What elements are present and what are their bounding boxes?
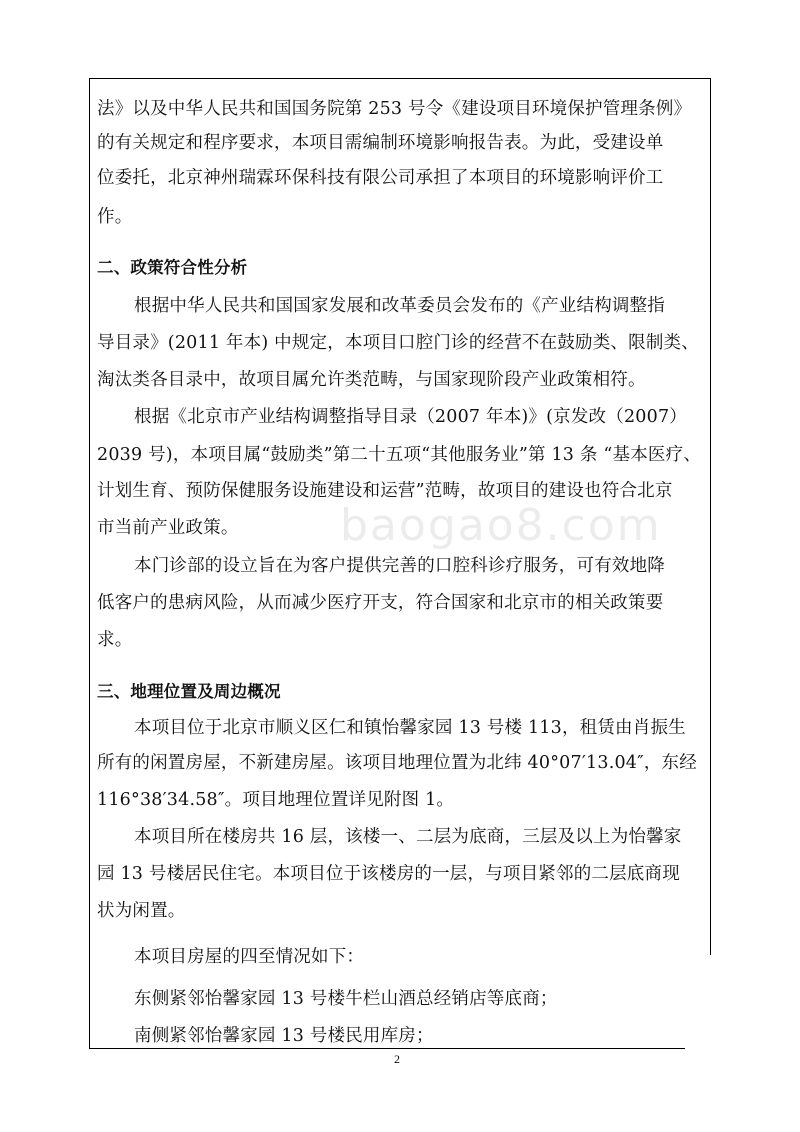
paragraph-line: 低客户的患病风险，从而减少医疗开支，符合国家和北京市的相关政策要 xyxy=(97,593,664,613)
paragraph-line: 东侧紧邻怡馨家园 13 号楼牛栏山酒总经销店等底商； xyxy=(134,989,558,1009)
paragraph-line: 淘汰类各目录中，故项目属允许类范畴，与国家现阶段产业政策相符。 xyxy=(97,370,646,390)
paragraph-line: 园 13 号楼居民住宅。本项目位于该楼房的一层，与项目紧邻的二层底商现 xyxy=(97,864,680,884)
paragraph-line: 本项目房屋的四至情况如下： xyxy=(134,947,365,967)
paragraph-line: 本门诊部的设立旨在为客户提供完善的口腔科诊疗服务，可有效地降 xyxy=(134,556,665,576)
paragraph-line: 本项目位于北京市顺义区仁和镇怡馨家园 13 号楼 113，租赁由肖振生 xyxy=(134,718,686,738)
paragraph-line: 的有关规定和程序要求，本项目需编制环境影响报告表。为此，受建设单 xyxy=(97,133,664,153)
section-heading-location: 三、地理位置及周边概况 xyxy=(97,682,281,701)
section-heading-policy: 二、政策符合性分析 xyxy=(97,258,248,277)
paragraph-line: 2039 号)，本项目属“鼓励类”第二十五项“其他服务业”第 13 条 “基本医疗、 xyxy=(97,445,702,465)
paragraph-line: 状为闲置。 xyxy=(97,901,186,921)
paragraph-line: 位委托，北京神州瑞霖环保科技有限公司承担了本项目的环境影响评价工 xyxy=(97,168,664,188)
paragraph-line: 求。 xyxy=(97,630,133,650)
bottom-rule xyxy=(89,1048,685,1049)
paragraph-line: 116°38′34.58″。项目地理位置详见附图 1。 xyxy=(97,790,455,810)
page-number: 2 xyxy=(394,1052,400,1066)
paragraph-line: 市当前产业政策。 xyxy=(97,518,239,538)
paragraph-line: 所有的闲置房屋，不新建房屋。该项目地理位置为北纬 40°07′13.04″，东经 xyxy=(97,753,697,773)
paragraph-line: 根据《北京市产业结构调整指导目录（2007 年本)》(京发改（2007） xyxy=(134,407,687,427)
paragraph-line: 南侧紧邻怡馨家园 13 号楼民用库房； xyxy=(134,1026,434,1046)
paragraph-line: 作。 xyxy=(97,207,133,227)
watermark: baogao8.com xyxy=(340,500,662,551)
paragraph-line: 根据中华人民共和国国家发展和改革委员会发布的《产业结构调整指 xyxy=(134,296,665,316)
paragraph-line: 本项目所在楼房共 16 层，该楼一、二层为底商，三层及以上为怡馨家 xyxy=(134,827,682,847)
frame-gap xyxy=(708,955,714,1050)
paragraph-line: 计划生育、预防保健服务设施建设和运营”范畴，故项目的建设也符合北京 xyxy=(97,481,673,501)
paragraph-line: 法》以及中华人民共和国国务院第 253 号令《建设项目环境保护管理条例》 xyxy=(97,99,692,119)
paragraph-line: 导目录》(2011 年本) 中规定，本项目口腔门诊的经营不在鼓励类、限制类、 xyxy=(97,333,699,353)
